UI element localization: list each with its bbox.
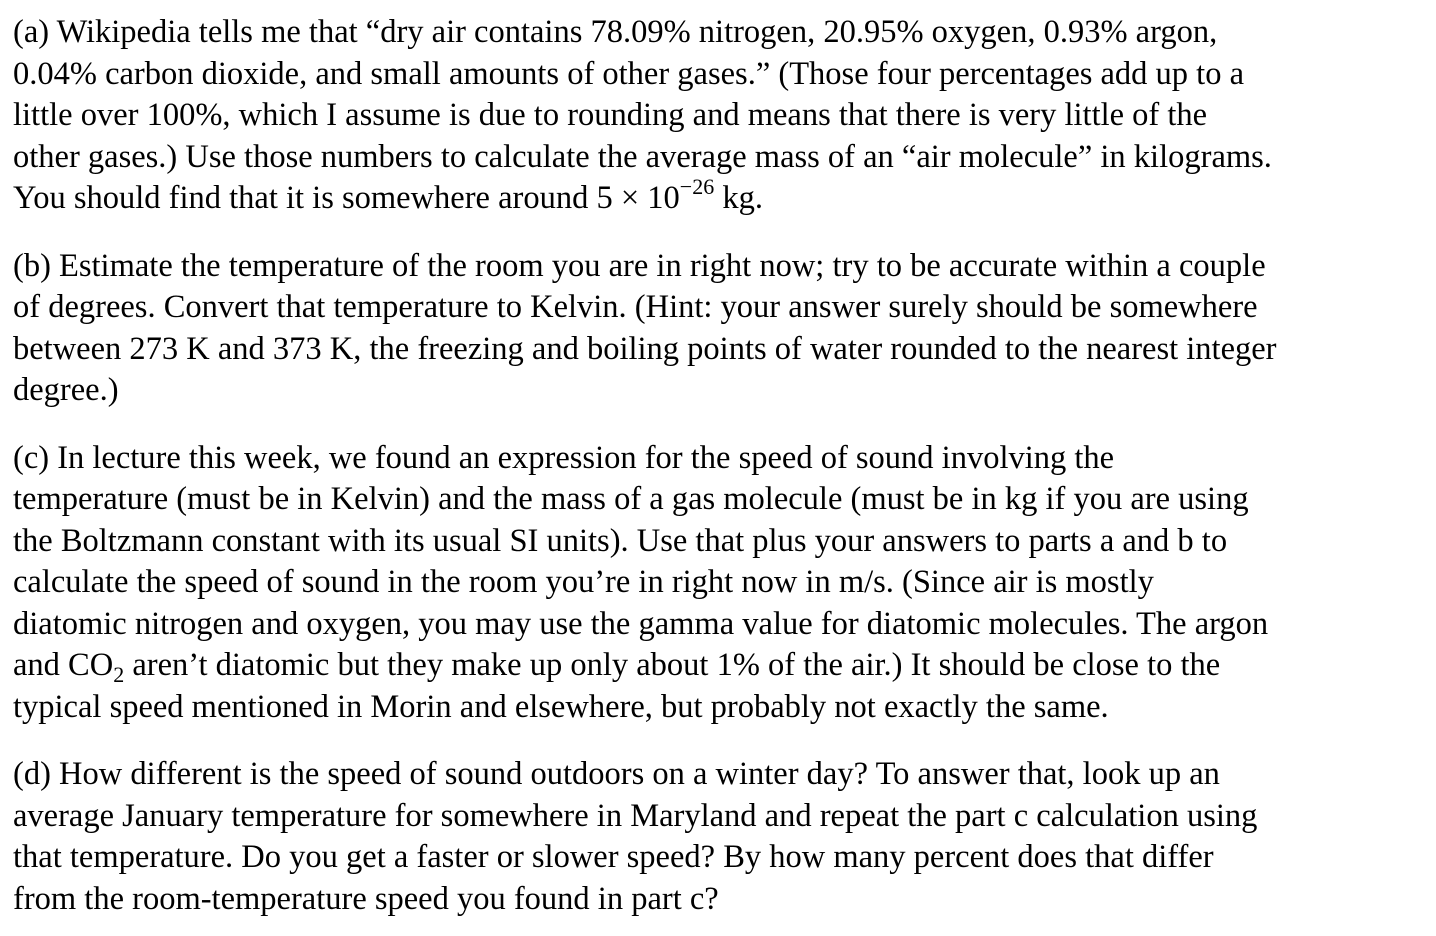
part-c-line-1: (c) In lecture this week, we found an expression for the speed of sound involving the [13, 439, 1115, 476]
part-b-line-2: of degrees. Convert that temperature to Kelvin. (Hint: your answer surely should be somewhere [13, 289, 1258, 325]
part-c-line-3: the Boltzmann constant with its usual SI units). Use that plus your answers to parts a and b to [13, 522, 1228, 559]
part-c-line-5: diatomic nitrogen and oxygen, you may use the gamma value for diatomic molecules. The argon [13, 605, 1269, 642]
part-b-line-3: between 273 K and 373 K, the freezing and boiling points of water rounded to the nearest integer [13, 330, 1277, 367]
problem-document [13, 12, 1428, 920]
part-a-line-1: (a) Wikipedia tells me that “dry air contains 78.09% nitrogen, 20.95% oxygen, 0.93% argon, [13, 14, 1218, 50]
part-a-line-3: little over 100%, which I assume is due to rounding and means that there is very little of the [13, 97, 1208, 133]
part-a-line-4: other gases.) Use those numbers to calculate the average mass of an “air molecule” in kilograms. [13, 138, 1272, 175]
part-a-paragraph [13, 12, 1428, 220]
part-d-line-3: that temperature. Do you get a faster or slower speed? By how many percent does that differ [13, 839, 1214, 875]
part-c-line-6-start: and CO [13, 647, 114, 683]
part-d-line-4: from the room-temperature speed you found in part c? [13, 880, 719, 917]
part-d-paragraph [13, 754, 1428, 920]
part-d-line-2: average January temperature for somewhere in Maryland and repeat the part c calculation using [13, 797, 1258, 834]
part-c-line-2: temperature (must be in Kelvin) and the mass of a gas molecule (must be in kg if you are using [13, 481, 1249, 517]
part-b-line-4: degree.) [13, 372, 119, 408]
part-c-paragraph [13, 438, 1428, 729]
part-c-line-6-rest: aren’t diatomic but they make up only about 1% of the air.) It should be close to the [124, 647, 1221, 683]
part-a-line-5 [13, 174, 1428, 220]
part-a-line-5-unit: kg. [714, 180, 763, 216]
part-b-line-1: (b) Estimate the temperature of the room you are in right now; try to be accurate within a couple [13, 247, 1266, 284]
exponent: −26 [679, 174, 715, 199]
part-c-line-6 [13, 645, 1428, 687]
part-c-line-4: calculate the speed of sound in the room you’re in right now in m/s. (Since air is mostly [13, 564, 1154, 600]
part-b-paragraph [13, 246, 1428, 412]
part-c-line-7: typical speed mentioned in Morin and elsewhere, but probably not exactly the same. [13, 688, 1109, 725]
part-a-line-2: 0.04% carbon dioxide, and small amounts of other gases.” (Those four percentages add up to a [13, 55, 1245, 92]
subscript: 2 [113, 662, 125, 687]
part-d-line-1: (d) How different is the speed of sound outdoors on a winter day? To answer that, look up an [13, 756, 1220, 792]
part-a-line-5-text: You should find that it is somewhere around 5 × 10 [13, 180, 680, 216]
